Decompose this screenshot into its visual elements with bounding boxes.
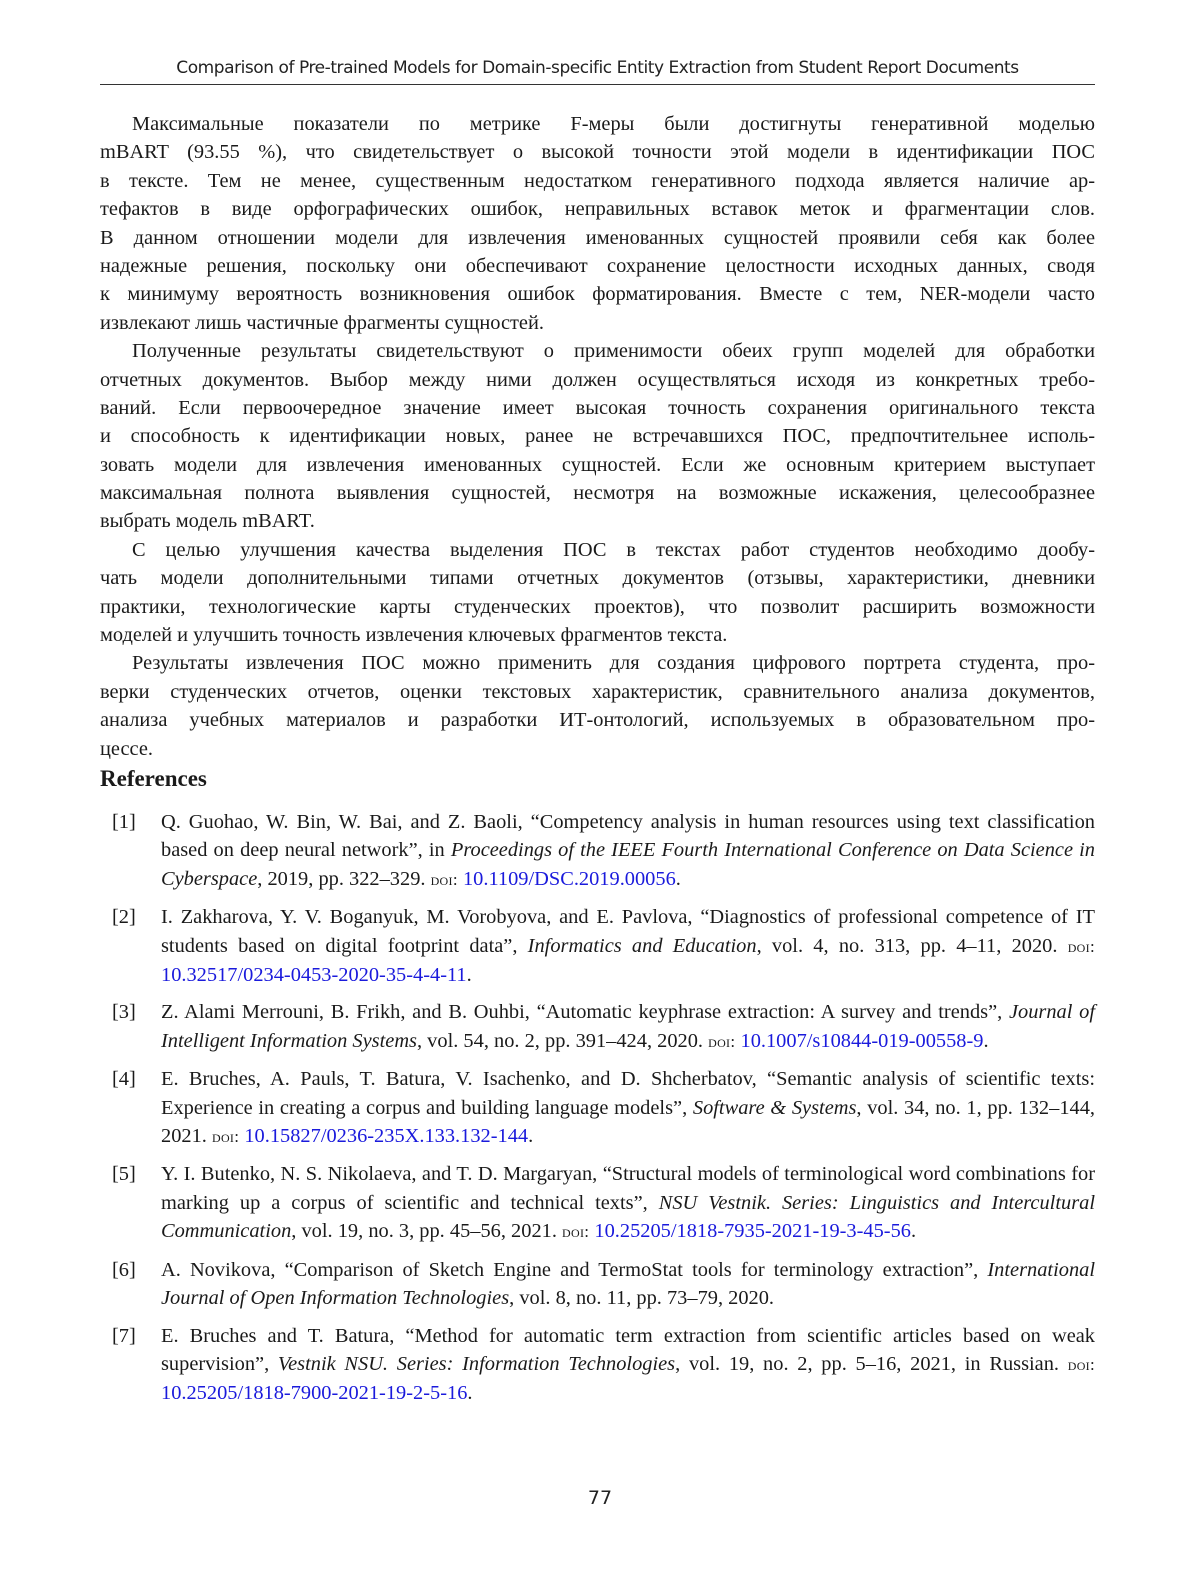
body-text [100,110,1095,763]
reference-end: . [983,1029,989,1052]
body-paragraph [100,110,1095,337]
reference-item [100,1256,1095,1313]
text-line: к минимуму вероятность возникновения ошибок форматирования. Вместе с тем, NER-модели часто [100,283,1095,306]
reference-item [100,1160,1095,1246]
reference-end: . [675,867,681,890]
doi-label: doi: [562,1222,590,1242]
reference-item [100,1065,1095,1151]
doi-link[interactable]: 10.32517/0234-0453-2020-35-4-4-11 [161,964,467,987]
doi-label: doi: [430,869,458,889]
doi-link[interactable]: 10.25205/1818-7900-2021-19-2-5-16 [161,1382,468,1405]
reference-item [100,1322,1095,1408]
text-line: Максимальные показатели по метрике F-меры были достигнуты генеративной моделью [132,113,1095,135]
reference-item [100,998,1095,1056]
reference-body [161,1065,1095,1151]
text-line: выбрать модель mBART. [100,510,315,533]
reference-details: , vol. 8, no. 11, pp. 73–79, 2020. [509,1287,775,1310]
doi-link[interactable]: 10.25205/1818-7935-2021-19-3-45-56 [594,1220,911,1243]
doi-label: doi: [1067,1354,1096,1374]
reference-body [161,903,1095,989]
doi-link[interactable]: 10.15827/0236-235X.133.132-144 [244,1125,529,1148]
reference-details: , vol. 34, no. 1, pp. 132–144, 2021. [161,1096,1096,1148]
text-line: цессе. [100,737,153,760]
reference-authors-title: E. Bruches, A. Pauls, T. Batura, V. Isachenko, and D. Shcherbatov, “Semantic analysis of scientific texts: Experience in creating a corpus and building language models”, [161,1068,1095,1119]
reference-details: , vol. 4, no. 313, pp. 4–11, 2020. [756,934,1068,957]
text-line: тефактов в виде орфографических ошибок, неправильных вставок меток и фрагментации слов. [100,198,1095,221]
text-line: В данном отношении модели для извлечения именованных сущностей проявили себя как более [100,226,1095,249]
references-list [100,808,1095,1417]
reference-end: . [911,1220,917,1243]
reference-venue: Informatics and Education [527,934,757,957]
reference-number: [7] [112,1324,136,1347]
reference-item [100,903,1095,989]
reference-number: [2] [112,906,136,929]
text-line: Полученные результаты свидетельствуют о применимости обеих групп моделей для обработки [132,340,1095,363]
references-heading: References [100,766,207,791]
reference-number: [3] [112,1001,136,1024]
reference-details: , vol. 19, no. 3, pp. 45–56, 2021. [291,1220,563,1243]
reference-body [161,998,1095,1056]
doi-link[interactable]: 10.1007/s10844-019-00558-9 [740,1029,984,1052]
reference-number: [1] [112,811,136,833]
text-line: извлекают лишь частичные фрагменты сущностей. [100,311,544,334]
reference-authors-title: A. Novikova, “Comparison of Sketch Engine and TermoStat tools for terminology extraction”, [161,1258,988,1281]
body-paragraph [100,649,1095,763]
reference-details: , vol. 19, no. 2, pp. 5–16, 2021, in Russian. [675,1352,1068,1375]
reference-item [100,808,1095,894]
reference-venue: Proceedings of the IEEE Fourth International Conference on Data Science in Cyberspace [161,839,1096,890]
reference-end: . [467,1382,473,1405]
reference-details: , vol. 54, no. 2, pp. 391–424, 2020. [416,1029,709,1052]
reference-number: [5] [112,1163,136,1186]
doi-label: doi: [1067,936,1095,956]
body-paragraph [100,536,1095,650]
text-line: анализа учебных материалов и разработки ИТ-онтологий, используемых в образовательном про- [100,709,1095,732]
text-line: ваний. Если первоочередное значение имеет высокая точность сохранения оригинального текста [100,396,1095,419]
page-number: 77 [587,1487,613,1509]
text-line: mBART (93.55 %), что свидетельствует о высокой точности этой модели в идентификации ПОС [100,141,1095,164]
reference-body [161,1256,1095,1313]
reference-body [161,1322,1095,1408]
reference-details: , 2019, pp. 322–329. [257,867,431,890]
reference-venue: Software & Systems [692,1096,857,1119]
text-line: С целью улучшения качества выделения ПОС в текстах работ студентов необходимо дообу- [132,538,1095,561]
reference-number: [4] [112,1068,136,1091]
text-line: моделей и улучшить точность извлечения ключевых фрагментов текста. [100,624,728,647]
reference-authors-title: E. Bruches and T. Batura, “Method for automatic term extraction from scientific articles based on weak supervision”, [161,1324,1095,1375]
reference-authors-title: I. Zakharova, Y. V. Boganyuk, M. Vorobyova, and E. Pavlova, “Diagnostics of professional competence of IT students based on digital footprint data”, [161,906,1095,957]
reference-body [161,1160,1095,1246]
text-line: и способность к идентификации новых, ранее не встречавшихся ПОС, предпочтительнее исполь- [100,425,1095,448]
header-rule [100,84,1095,85]
doi-label: doi: [708,1031,736,1051]
doi-link[interactable]: 10.1109/DSC.2019.00056 [462,867,676,890]
reference-venue: Journal of Intelligent Information Systems [161,1001,1096,1052]
reference-body [161,808,1095,894]
text-line: Результаты извлечения ПОС можно применить для создания цифрового портрета студента, про- [132,652,1095,675]
text-line: в тексте. Тем не менее, существенным недостатком генеративного подхода является наличие ар- [100,169,1095,192]
reference-venue: International Journal of Open Information Technologies [161,1258,1095,1310]
text-line: зовать модели для извлечения именованных сущностей. Если же основным критерием выступает [100,453,1095,476]
text-line: чать модели дополнительными типами отчетных документов (отзывы, характеристики, дневники [100,567,1095,590]
reference-authors-title: Y. I. Butenko, N. S. Nikolaeva, and T. D. Margaryan, “Structural models of terminological word combinations for marking up a corpus of scientific and technical texts”, [161,1163,1095,1214]
reference-end: . [528,1125,534,1148]
text-line: верки студенческих отчетов, оценки текстовых характеристик, сравнительного анализа документов, [100,680,1095,703]
reference-venue: NSU Vestnik. Series: Linguistics and Intercultural Communication [161,1191,1096,1243]
text-line: практики, технологические карты студенческих проектов), что позволит расширить возможности [100,595,1095,618]
reference-number: [6] [112,1258,136,1281]
reference-venue: Vestnik NSU. Series: Information Technologies [277,1352,676,1375]
text-line: максимальная полнота выявления сущностей, несмотря на возможные искажения, целесообразнее [100,482,1095,505]
reference-authors-title: Z. Alami Merrouni, B. Frikh, and B. Ouhbi, “Automatic keyphrase extraction: A survey and trends”, [161,1001,1009,1024]
text-line: отчетных документов. Выбор между ними должен осуществляться исходя из конкретных требо- [100,368,1095,391]
reference-end: . [466,964,472,987]
doi-label: doi: [211,1127,240,1147]
running-head: Comparison of Pre-trained Models for Domain-specific Entity Extraction from Student Report Documents [176,58,1019,78]
reference-authors-title: Q. Guohao, W. Bin, W. Bai, and Z. Baoli, “Competency analysis in human resources using text classification based on deep neural network”, in [161,811,1095,862]
body-paragraph [100,337,1095,536]
text-line: надежные решения, поскольку они обеспечивают сохранение целостности исходных данных, сводя [100,254,1095,277]
